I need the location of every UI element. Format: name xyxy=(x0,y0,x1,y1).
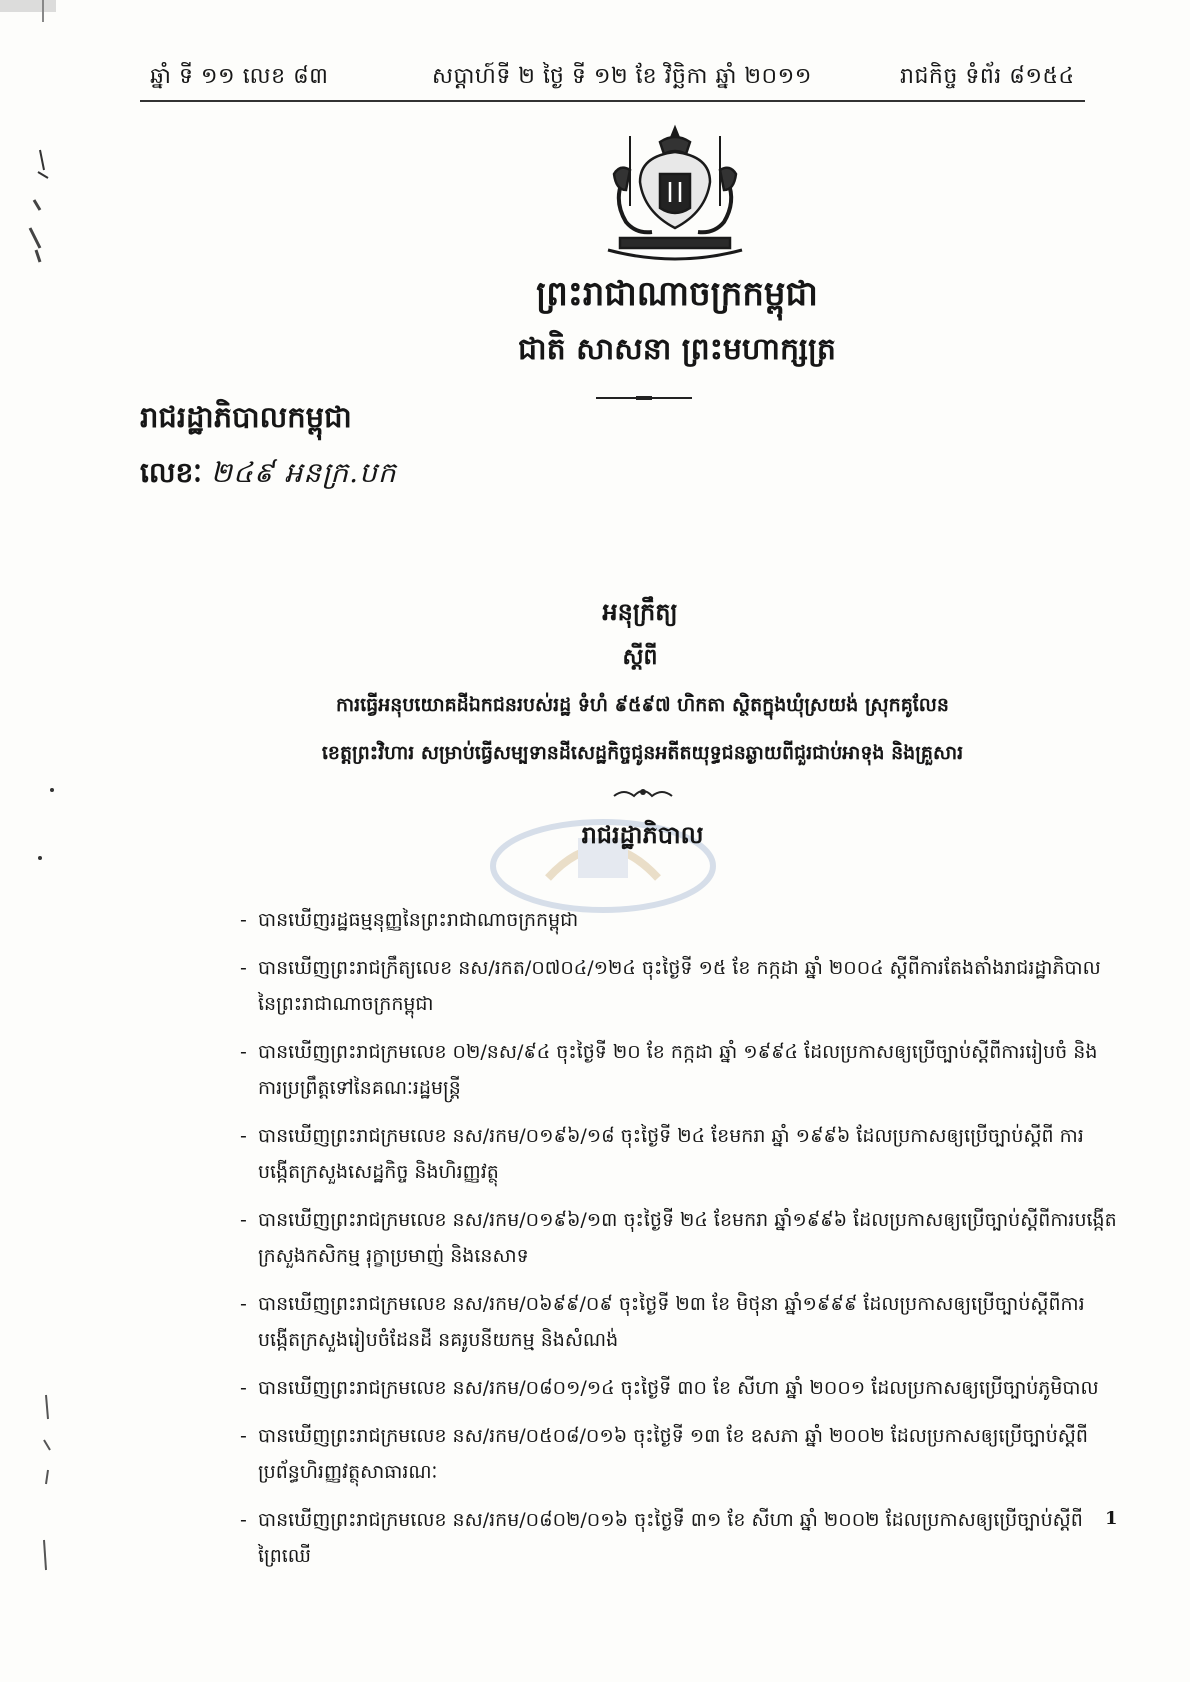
visa-item: - បានឃើញរដ្ឋធម្មនុញ្ញនៃព្រះរាជាណាចក្រកម្ពុជា xyxy=(240,902,1120,938)
visa-item: - បានឃើញព្រះរាជក្រមលេខ នស/រកម/០១៩៦/១៨ ចុះថ្ងៃទី ២៤ ខែមករា ឆ្នាំ ១៩៩៦ ដែលប្រកាសឲ្យប្រើច្បាប់ស្ដីពី ការបង្កើតក្រសួងសេដ្ឋកិច្ច និងហិរញ្ញវត្ថុ xyxy=(240,1118,1120,1190)
visa-item: - បានឃើញព្រះរាជក្រឹត្យលេខ នស/រកត/០៧០៤/១២៤ ចុះថ្ងៃទី ១៥ ខែ កក្កដា ឆ្នាំ ២០០៤ ស្ដីពីការតែងតាំងរាជរដ្ឋាភិបាល នៃព្រះរាជាណាចក្រកម្ពុជា xyxy=(240,950,1120,1022)
ornament-divider-icon xyxy=(612,786,674,800)
document-type: អនុក្រឹត្យ xyxy=(602,597,678,626)
national-motto: ជាតិ សាសនា ព្រះមហាក្សត្រ xyxy=(518,332,836,367)
visa-list xyxy=(240,902,1120,1586)
kingdom-title: ព្រះរាជាណាចក្រកម្ពុជា xyxy=(536,274,818,314)
visa-item: - បានឃើញព្រះរាជក្រមលេខ នស/រកម/០១៩៦/១៣ ចុះថ្ងៃទី ២៤ ខែមករា ឆ្នាំ១៩៩៦ ដែលប្រកាសឲ្យប្រើច្បាប់ស្ដីពីការបង្កើតក្រសួងកសិកម្ម រុក្ខាប្រមាញ់ និងនេសាទ xyxy=(240,1202,1120,1274)
section-heading: រាជរដ្ឋាភិបាល xyxy=(581,820,704,849)
visa-item: - បានឃើញព្រះរាជក្រមលេខ នស/រកម/០៨០២/០១៦ ចុះថ្ងៃទី ៣១ ខែ សីហា ឆ្នាំ ២០០២ ដែលប្រកាសឲ្យប្រើច្បាប់ស្ដីពីព្រៃឈើ xyxy=(240,1502,1120,1574)
visa-item: - បានឃើញព្រះរាជក្រមលេខ នស/រកម/០៥០៨/០១៦ ចុះថ្ងៃទី ១៣ ខែ ឧសភា ឆ្នាំ ២០០២ ដែលប្រកាសឲ្យប្រើច្បាប់ស្ដីពីប្រព័ន្ធហិរញ្ញវត្ថុសាធារណៈ xyxy=(240,1418,1120,1490)
gazette-page: រាជកិច្ច ទំព័រ ៨១៥៤ xyxy=(900,64,1075,89)
header-rule xyxy=(140,100,1085,102)
visa-item: - បានឃើញព្រះរាជក្រមលេខ នស/រកម/០៦៩៩/០៩ ចុះថ្ងៃទី ២៣ ខែ មិថុនា ឆ្នាំ១៩៩៩ ដែលប្រកាសឲ្យប្រើច្បាប់ស្ដីពីការបង្កើតក្រសួងរៀបចំដែនដី នគរូបនីយកម្ម និងសំណង់ xyxy=(240,1286,1120,1358)
visa-item: - បានឃើញព្រះរាជក្រមលេខ នស/រកម/០៨០១/១៤ ចុះថ្ងៃទី ៣០ ខែ សីហា ឆ្នាំ ២០០១ ដែលប្រកាសឲ្យប្រើច្បាប់ភូមិបាល xyxy=(240,1370,1120,1406)
royal-coat-of-arms-icon xyxy=(600,122,750,264)
ornamental-rule-icon xyxy=(596,396,692,400)
page-number: 1 xyxy=(1105,1508,1118,1529)
reference-value: ២៤៩ អនក្រ.បក xyxy=(210,456,397,489)
gazette-year-issue: ឆ្នាំ ទី ១១ លេខ ៨៣ xyxy=(150,64,329,89)
subject-intro: ស្ដីពី xyxy=(622,644,658,670)
reference-label: លេខៈ xyxy=(140,456,202,489)
subject-line-1: ការធ្វើអនុបយោគដីឯកជនរបស់រដ្ឋ ទំហំ ៩៥៩៧ ហិកតា ស្ថិតក្នុងឃុំស្រយង់ ស្រុកគូលែន xyxy=(336,694,949,716)
visa-item: - បានឃើញព្រះរាជក្រមលេខ ០២/នស/៩៤ ចុះថ្ងៃទី ២០ ខែ កក្កដា ឆ្នាំ ១៩៩៤ ដែលប្រកាសឲ្យប្រើច្បាប់ស្ដីពីការរៀបចំ និងការប្រព្រឹត្តទៅនៃគណៈរដ្ឋមន្ត្រី xyxy=(240,1034,1120,1106)
reference-number xyxy=(140,455,397,496)
issuing-authority: រាជរដ្ឋាភិបាលកម្ពុជា xyxy=(140,400,352,434)
subject-line-2: ខេត្តព្រះវិហារ សម្រាប់ធ្វើសម្បទានដីសេដ្ឋកិច្ចជូនអតីតយុទ្ធជនឆ្ងាយពីជួរជាប់អាទុង និងគ្រួសារ xyxy=(321,742,964,764)
gazette-date: សប្ដាហ៍ទី ២ ថ្ងៃ ទី ១២ ខែ វិច្ឆិកា ឆ្នាំ ២០១១ xyxy=(432,64,812,89)
